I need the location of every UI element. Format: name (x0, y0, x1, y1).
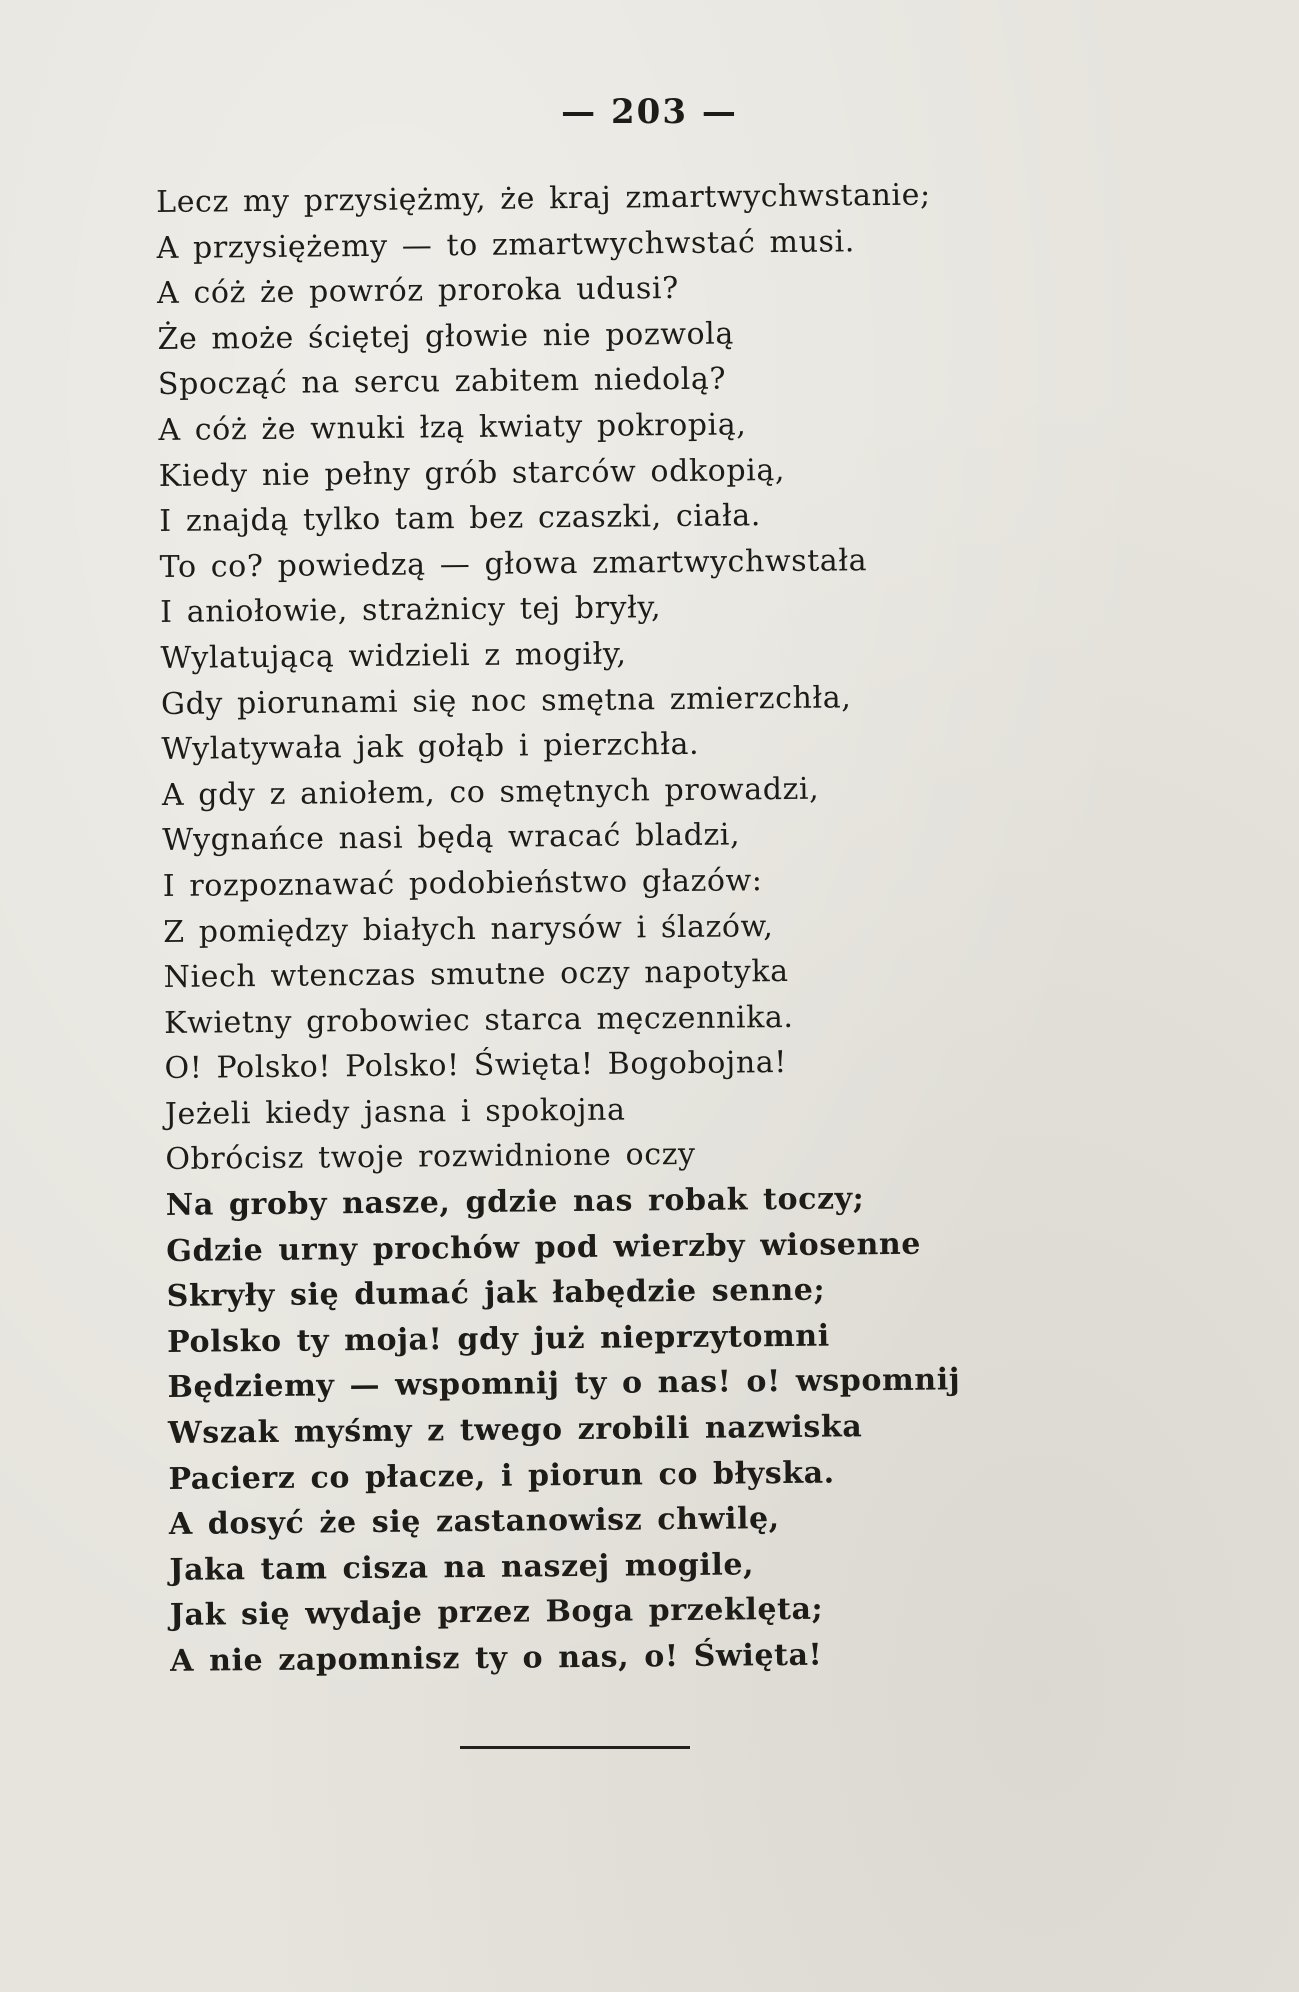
poem-line: Będziemy — wspomnij ty o nas! o! wspomnij (167, 1362, 961, 1406)
poem-line: To co? powiedzą — głowa zmartwychwstała (159, 542, 868, 585)
poem-line: A przysiężemy — to zmartwychwstać musi. (156, 223, 856, 266)
poem-line: Jeżeli kiedy jasna i spokojna (164, 1092, 626, 1132)
poem-line: Wylatującą widzieli z mogiły, (160, 636, 627, 676)
poem-text (156, 170, 1210, 1685)
page-number: — 203 — (561, 92, 738, 132)
poem-line: O! Polsko! Polsko! Święta! Bogobojna! (164, 1045, 788, 1087)
poem-line: A dosyć że się zastanowisz chwilę, (168, 1501, 780, 1543)
end-rule (460, 1746, 690, 1749)
poem-line: Gdy piorunami się noc smętna zmierzchła, (160, 679, 852, 722)
poem-line: Gdzie urny prochów pod wierzby wiosenne (166, 1226, 922, 1269)
poem-line: A cóż że wnuki łzą kwiaty pokropią, (158, 407, 747, 448)
poem-line: I rozpoznawać podobieństwo głazów: (162, 863, 763, 904)
poem-line: Polsko ty moja! gdy już nieprzytomni (166, 1318, 830, 1360)
poem-line: Na groby nasze, gdzie nas robak toczy; (165, 1181, 865, 1224)
poem-line: A nie zapomnisz ty o nas, o! Święta! (170, 1637, 823, 1679)
poem-line: Niech wtenczas smutne oczy napotyka (163, 954, 789, 996)
poem-line: Lecz my przysiężmy, że kraj zmartwychwstanie; (156, 177, 931, 220)
poem-line: A gdy z aniołem, co smętnych prowadzi, (161, 771, 820, 813)
poem-line: Kiedy nie pełny grób starców odkopią, (158, 452, 786, 494)
poem-line: Spocząć na sercu zabitem niedolą? (157, 361, 727, 403)
poem-line: Że może ściętej głowie nie pozwolą (157, 316, 735, 357)
poem-line: Jak się wydaje przez Boga przeklęta; (169, 1592, 824, 1634)
poem-line: Wygnańce nasi będą wracać bladzi, (162, 817, 741, 859)
poem-line: Z pomiędzy białych narysów i ślazów, (163, 908, 774, 950)
poem-line: Jaka tam cisza na naszej mogile, (169, 1547, 755, 1588)
poem-line: I aniołowie, strażnicy tej bryły, (159, 590, 662, 631)
poem-line: Pacierz co płacze, i piorun co błyska. (168, 1455, 835, 1497)
poem-line: Obrócisz twoje rozwidnione oczy (165, 1137, 696, 1178)
poem-line: Skryły się dumać jak łabędzie senne; (166, 1272, 826, 1315)
poem-line: Wszak myśmy z twego zrobili nazwiska (167, 1409, 863, 1451)
poem-line: Kwietny grobowiec starca męczennika. (163, 999, 794, 1041)
poem-line: Wylatywała jak gołąb i pierzchła. (161, 726, 700, 768)
poem-line: A cóż że powróz proroka udusi? (156, 271, 679, 312)
poem-line: I znajdą tylko tam bez czaszki, ciała. (159, 498, 762, 540)
